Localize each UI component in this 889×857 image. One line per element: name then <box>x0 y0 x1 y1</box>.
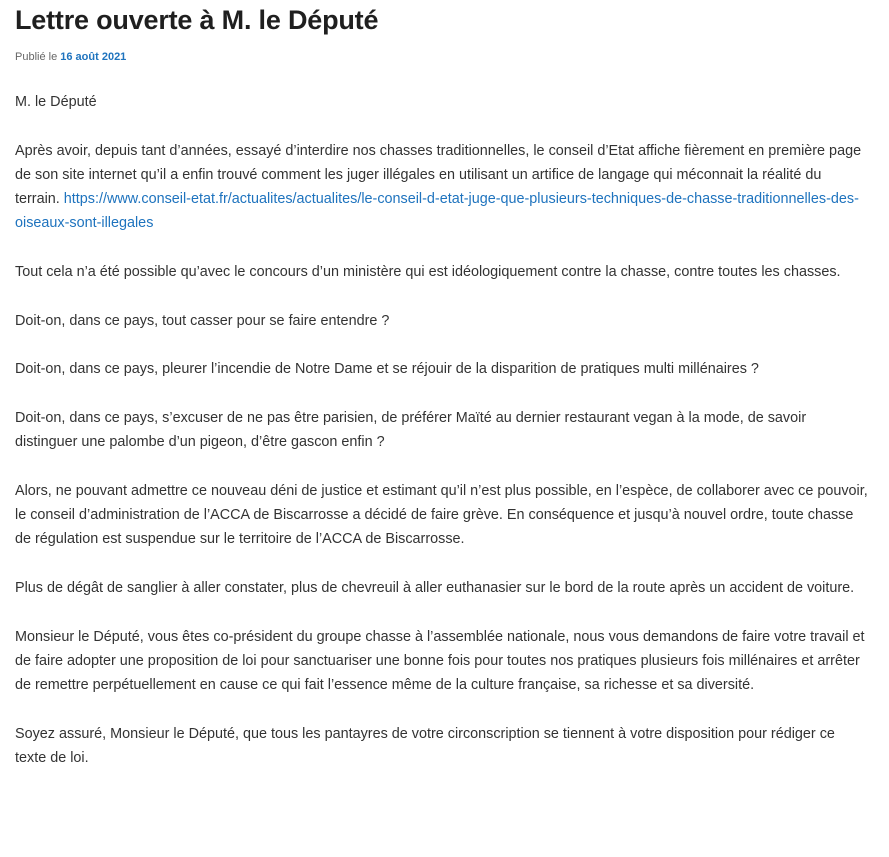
paragraph-5: Doit-on, dans ce pays, s’excuser de ne pas être parisien, de préférer Maïté au dernier restaurant vegan à la mode, de savoir distinguer une palombe d’un pigeon, d’être gascon enfin ? <box>15 409 807 451</box>
paragraph-1 <box>15 139 869 236</box>
paragraph-6: Alors, ne pouvant admettre ce nouveau déni de justice et estimant qu’il n’est plus possible, en l’espèce, de collaborer avec ce pouvoir, le conseil d’administration de l’ACCA de Biscarrosse a décidé de faire grève. En conséquence et jusqu’à nouvel ordre, toute chasse de régulation est suspendue sur le territoire de l’ACCA de Biscarrosse. <box>15 482 868 548</box>
post-meta <box>15 50 869 64</box>
paragraph-1-text: Après avoir, depuis tant d’années, essayé d’interdire nos chasses traditionnelles, le conseil d’Etat affiche fièrement en première page de son site internet qu’il a enfin trouvé comment les juger illégales en utilisant un artifice de langage qui méconnait la réalité du terrain. <box>15 142 862 208</box>
paragraph-2: Tout cela n’a été possible qu’avec le concours d’un ministère qui est idéologiquement contre la chasse, contre toutes les chasses. <box>15 264 841 281</box>
paragraph-8: Monsieur le Député, vous êtes co-président du groupe chasse à l’assemblée nationale, nous vous demandons de faire votre travail et de faire adopter une proposition de loi pour sanctuariser une bonne fois pour toutes nos pratiques plusieurs fois millénaires et arrêter de remettre perpétuellement en cause ce qui fait l’essence même de la culture française, sa richesse et sa diversité. <box>15 628 865 694</box>
published-date-link[interactable]: 16 août 2021 <box>60 51 127 63</box>
published-prefix: Publié le <box>15 51 61 63</box>
salutation: M. le Député <box>15 94 97 110</box>
paragraph-7: Plus de dégât de sanglier à aller constater, plus de chevreuil à aller euthanasier sur le bord de la route après un accident de voiture. <box>15 579 855 596</box>
paragraph-3: Doit-on, dans ce pays, tout casser pour se faire entendre ? <box>15 312 390 329</box>
paragraph-4: Doit-on, dans ce pays, pleurer l’incendie de Notre Dame et se réjouir de la disparition de pratiques multi millénaires ? <box>15 361 759 378</box>
article-content <box>15 90 869 770</box>
conseil-etat-link[interactable]: https://www.conseil-etat.fr/actualites/actualites/le-conseil-d-etat-juge-que-plusieurs-techniques-de-chasse-traditionnelles-des-oiseaux-sont-illegales <box>15 191 859 232</box>
page-title: Lettre ouverte à M. le Député <box>15 5 379 35</box>
paragraph-9: Soyez assuré, Monsieur le Député, que tous les pantayres de votre circonscription se tiennent à votre disposition pour rédiger ce texte de loi. <box>15 725 835 767</box>
